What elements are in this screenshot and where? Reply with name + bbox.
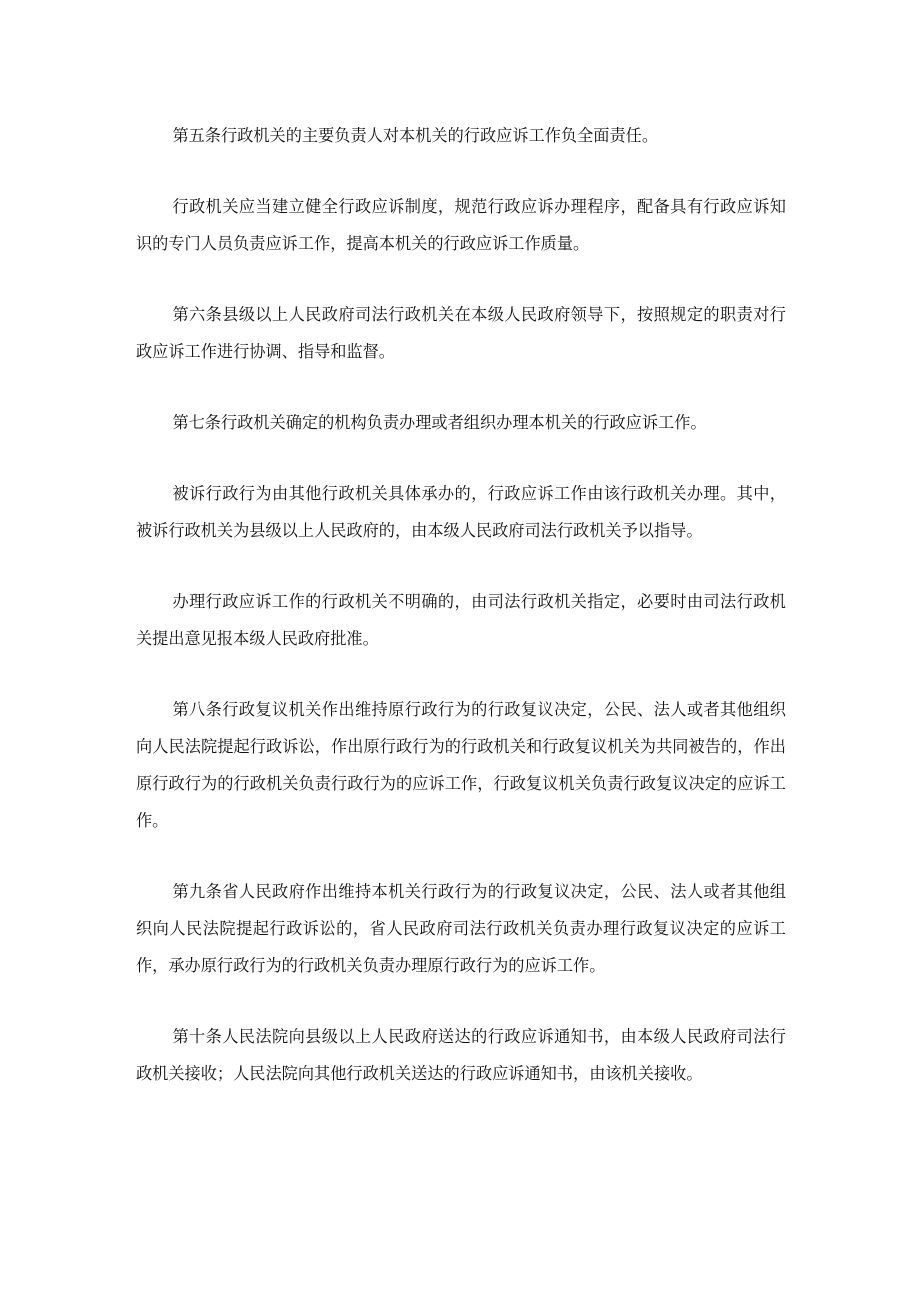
paragraph-article-6: 第六条县级以上人民政府司法行政机关在本级人民政府领导下，按照规定的职责对行政应诉工作进行协调、指导和监督。 [136,305,786,361]
paragraph-article-9: 第九条省人民政府作出维持本机关行政行为的行政复议决定，公民、法人或者其他组织向人民法院提起行政诉讼的，省人民政府司法行政机关负责办理行政复议决定的应诉工作，承办原行政行为的行政机关负责办理原行政行为的应诉工作。 [136,882,786,975]
paragraph-article-5: 第五条行政机关的主要负责人对本机关的行政应诉工作负全面责任。 [172,126,659,145]
paragraph-article-8: 第八条行政复议机关作出维持原行政行为的行政复议决定，公民、法人或者其他组织向人民法院提起行政诉讼，作出原行政行为的行政机关和行政复议机关为共同被告的，作出原行政行为的行政机关负责行政行为的应诉工作，行政复议机关负责行政复议决定的应诉工作。 [136,700,786,830]
paragraph-article-10: 第十条人民法院向县级以上人民政府送达的行政应诉通知书，由本级人民政府司法行政机关接收；人民法院向其他行政机关送达的行政应诉通知书，由该机关接收。 [136,1027,786,1083]
document-body [136,117,786,1126]
paragraph-article-5-clause-2: 行政机关应当建立健全行政应诉制度，规范行政应诉办理程序，配备具有行政应诉知识的专门人员负责应诉工作，提高本机关的行政应诉工作质量。 [136,197,786,253]
paragraph-article-7-clause-3: 办理行政应诉工作的行政机关不明确的，由司法行政机关指定，必要时由司法行政机关提出意见报本级人民政府批准。 [136,592,786,648]
paragraph-article-7: 第七条行政机关确定的机构负责办理或者组织办理本机关的行政应诉工作。 [172,413,707,432]
paragraph-article-7-clause-2: 被诉行政行为由其他行政机关具体承办的，行政应诉工作由该行政机关办理。其中，被诉行政机关为县级以上人民政府的，由本级人民政府司法行政机关予以指导。 [136,484,786,540]
